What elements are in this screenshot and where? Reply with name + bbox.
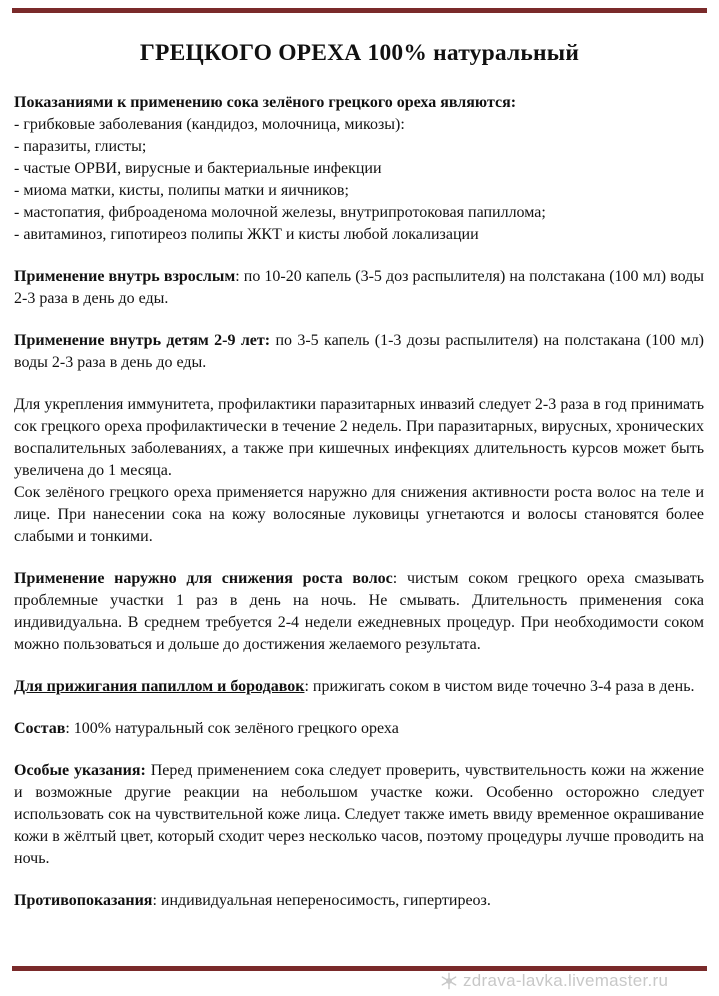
contraindications-paragraph — [14, 890, 704, 912]
top-border-rule — [12, 8, 707, 13]
list-item: - паразиты, глисты; — [14, 138, 147, 155]
list-item: - частые ОРВИ, вирусные и бактериальные инфекции — [14, 160, 382, 177]
watermark — [440, 970, 668, 992]
contraindications-label: Противопоказания — [14, 892, 153, 909]
page-title: ГРЕЦКОГО ОРЕХА 100% натуральный — [139, 40, 580, 66]
list-item: - миома матки, кисты, полипы матки и яичников; — [14, 182, 349, 199]
indications-section — [14, 92, 704, 246]
document-body — [14, 92, 704, 932]
special-instructions-paragraph — [14, 760, 704, 870]
papillomas-text: : прижигать соком в чистом виде точечно 3-4 раза в день. — [304, 678, 695, 695]
composition-label: Состав — [14, 720, 66, 737]
external-use-intro-text: Сок зелёного грецкого ореха применяется наружно для снижения активности роста волос на теле и лице. При нанесении сока на кожу волосяные луковицы угнетаются и волосы становятся более слабыми и тонкими. — [14, 484, 704, 545]
adults-dosage-text: : по 10-20 капель (3-5 доз распылителя) на полстакана (100 мл) воды 2-3 раза в день до еды. — [14, 268, 704, 307]
immunity-paragraph — [14, 394, 704, 548]
adults-dosage-label: Применение внутрь взрослым — [14, 268, 236, 285]
immunity-text: Для укрепления иммунитета, профилактики паразитарных инвазий следует 2-3 раза в год принимать сок грецкого ореха профилактически в течение 2 недель. При паразитарных, вирусных, хронических воспалительных заболеваниях, а также при кишечных инфекциях длительность курсов может быть увеличена до 1 месяца. — [14, 396, 704, 479]
papillomas-paragraph — [14, 676, 704, 698]
watermark-text: zdrava-lavka.livemaster.ru — [463, 971, 669, 990]
composition-paragraph — [14, 718, 704, 740]
contraindications-text: : индивидуальная непереносимость, гипертиреоз. — [152, 892, 491, 909]
list-item: - авитаминоз, гипотиреоз полипы ЖКТ и кисты любой локализации — [14, 226, 479, 243]
special-instructions-text: Перед применением сока следует проверить, чувствительность кожи на жжение и возможные другие реакции на небольшом участке кожи. Особенно осторожно следует использовать сок на чувствительной коже лица. Следует также иметь ввиду временное окрашивание кожи в жёлтый цвет, который сходит через несколько часов, поэтому процедуры лучше проводить на ночь. — [14, 762, 704, 867]
external-use-label: Применение наружно для снижения роста волос — [14, 570, 393, 587]
composition-text: : 100% натуральный сок зелёного грецкого ореха — [65, 720, 399, 737]
special-instructions-label: Особые указания: — [14, 762, 146, 779]
snowflake-icon — [440, 972, 458, 990]
external-use-paragraph — [14, 568, 704, 656]
list-item: - грибковые заболевания (кандидоз, молочница, микозы): — [14, 116, 405, 133]
papillomas-label: Для прижигания папиллом и бородавок — [14, 678, 305, 695]
external-use-text: : чистым соком грецкого ореха смазывать проблемные участки 1 раз в день на ночь. Не смывать. Длительность применения сока индивидуальна. В среднем требуется 2-4 недели ежедневных процедур. При необходимости соком можно пользоваться и дольше до достижения желаемого результата. — [14, 570, 704, 653]
list-item: - мастопатия, фиброаденома молочной железы, внутрипротоковая папиллома; — [14, 204, 546, 221]
children-dosage-label: Применение внутрь детям 2-9 лет: — [14, 332, 271, 349]
children-dosage-paragraph — [14, 330, 704, 374]
indications-heading: Показаниями к применению сока зелёного грецкого ореха являются: — [14, 94, 517, 111]
children-dosage-text: по 3-5 капель (1-3 дозы распылителя) на полстакана (100 мл) воды 2-3 раза в день до еды. — [14, 332, 705, 371]
adults-dosage-paragraph — [14, 266, 704, 310]
